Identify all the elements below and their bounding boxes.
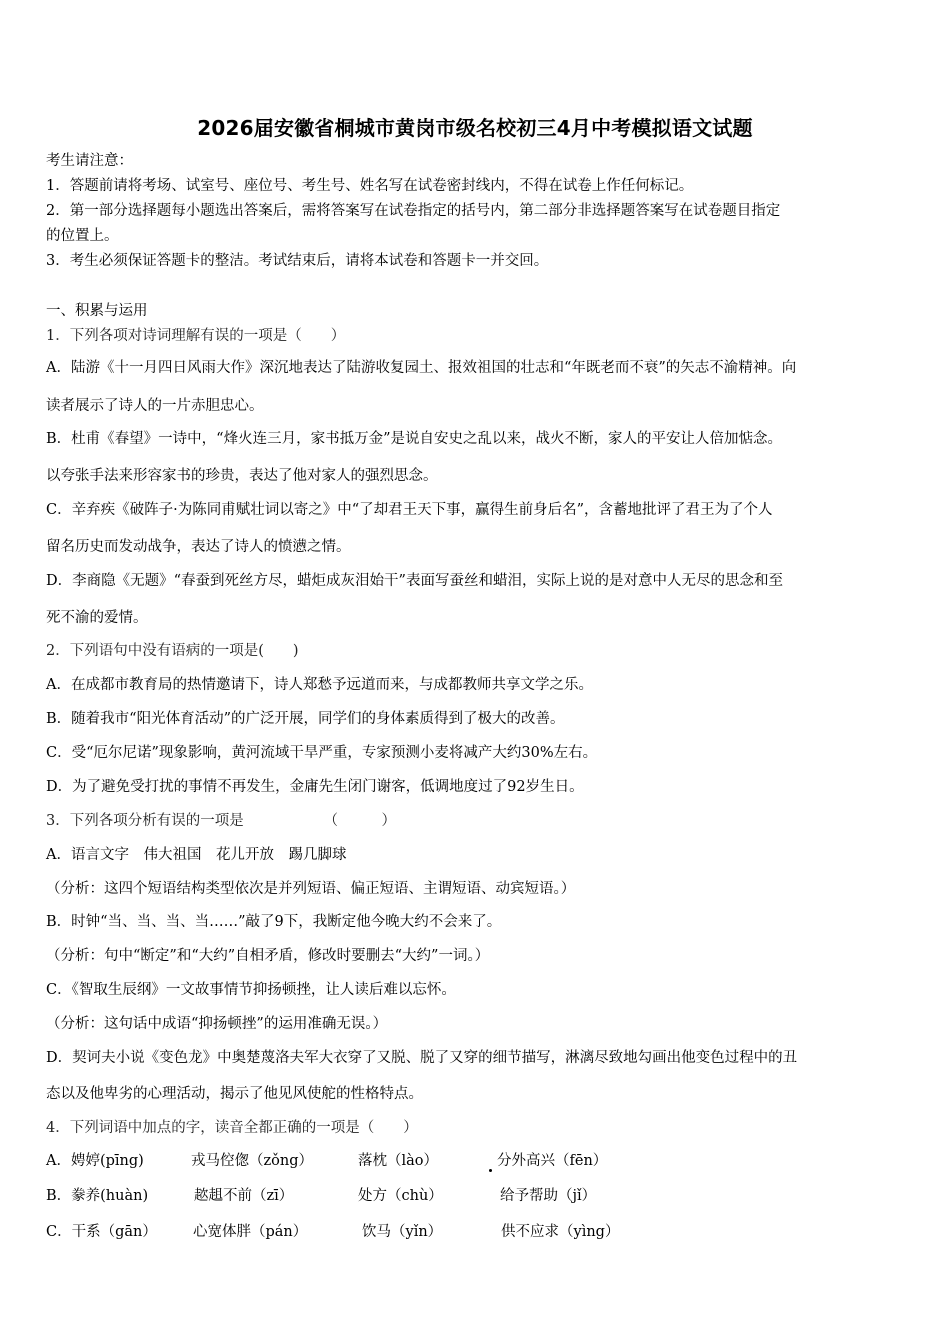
q2-option-a: A．在成都市教育局的热情邀请下，诗人郑愁予远道而来，与成都教师共享文学之乐。 bbox=[46, 677, 593, 693]
q2-option-d: D．为了避免受打扰的事情不再发生，金庸先生闭门谢客，低调地度过了92岁生日。 bbox=[46, 779, 584, 795]
q4-c-word-3: 饮马（yǐn） bbox=[362, 1224, 443, 1240]
q4-a-word-2: 戎马倥偬（zǒng） bbox=[191, 1153, 313, 1169]
q4-b-word-1: B．豢养(huàn) bbox=[46, 1188, 149, 1204]
question-stem-1: 1．下列各项对诗词理解有误的一项是（ ） bbox=[46, 328, 346, 344]
q3-option-b: B．时钟“当、当、当、当……”敲了9下，我断定他今晚大约不会来了。 bbox=[46, 914, 502, 930]
q3-option-b-analysis: （分析：句中“断定”和“大约”自相矛盾，修改时要删去“大约”一词。） bbox=[46, 948, 490, 964]
q1-option-a: A．陆游《十一月四日风雨大作》深沉地表达了陆游收复园土、报效祖国的壮志和“年既老而不衰”的矢志不渝精神。向 bbox=[46, 360, 797, 376]
q2-option-b: B．随着我市“阳光体育活动”的广泛开展，同学们的身体素质得到了极大的改善。 bbox=[46, 711, 565, 727]
q4-c-word-2: 心宽体胖（pán） bbox=[193, 1224, 308, 1240]
notice-item: 的位置上。 bbox=[46, 228, 119, 244]
notice-item: 3．考生必须保证答题卡的整洁。考试结束后，请将本试卷和答题卡一并交回。 bbox=[46, 253, 549, 269]
q4-a-word-1: A．娉婷(pīng) bbox=[46, 1153, 144, 1169]
question-stem-4: 4．下列词语中加点的字，读音全都正确的一项是（ ） bbox=[46, 1120, 418, 1136]
q4-c-word-4: 供不应求（yìng） bbox=[501, 1224, 620, 1240]
page-title: 2026届安徽省桐城市黄岗市级名校初三4月中考模拟语文试题 bbox=[197, 116, 753, 140]
q4-a-word-3: 落枕（lào） bbox=[358, 1153, 439, 1169]
q3-option-c-analysis: （分析：这句话中成语“抑扬顿挫”的运用准确无误。） bbox=[46, 1016, 388, 1032]
q1-option-c: C．辛弃疾《破阵子·为陈同甫赋壮词以寄之》中“了却君王天下事，赢得生前身后名”，含蓄地批评了君王为了个人 bbox=[46, 502, 773, 518]
q4-options bbox=[46, 1152, 908, 1252]
q3-option-c: C．《智取生辰纲》一文故事情节抑扬顿挫，让人读后难以忘怀。 bbox=[46, 982, 456, 998]
section-heading: 一、积累与运用 bbox=[46, 303, 148, 319]
notice-item: 2．第一部分选择题每小题选出答案后，需将答案写在试卷指定的括号内，第二部分非选择题答案写在试卷题目指定 bbox=[46, 203, 781, 219]
emphasis-dot bbox=[489, 1169, 492, 1172]
q1-option-b-cont: 以夸张手法来形容家书的珍贵，表达了他对家人的强烈思念。 bbox=[46, 468, 438, 484]
q4-b-word-2: 趑趄不前（zī） bbox=[194, 1188, 294, 1204]
q4-a-word-4: 分外高兴（fēn） bbox=[497, 1153, 608, 1169]
q1-option-c-cont: 留名历史而发动战争，表达了诗人的愤懑之情。 bbox=[46, 539, 351, 555]
q3-option-a: A．语言文字 伟大祖国 花儿开放 踢几脚球 bbox=[46, 847, 347, 863]
question-stem-3: 3．下列各项分析有误的一项是 （ ） bbox=[46, 813, 396, 829]
q4-b-word-4: 给予帮助（jǐ） bbox=[500, 1188, 597, 1204]
question-stem-2: 2．下列语句中没有语病的一项是( ) bbox=[46, 643, 299, 659]
q2-option-c: C．受“厄尔尼诺”现象影响，黄河流域干旱严重，专家预测小麦将减产大约30%左右。 bbox=[46, 745, 598, 761]
q3-option-d-cont: 态以及他卑劣的心理活动，揭示了他见风使舵的性格特点。 bbox=[46, 1086, 423, 1102]
q1-option-a-cont: 读者展示了诗人的一片赤胆忠心。 bbox=[46, 398, 264, 414]
notice-heading: 考生请注意： bbox=[46, 153, 133, 169]
q1-option-d: D．李商隐《无题》“春蚕到死丝方尽，蜡炬成灰泪始干”表面写蚕丝和蜡泪，实际上说的是对意中人无尽的思念和至 bbox=[46, 573, 783, 589]
q3-option-d: D．契诃夫小说《变色龙》中奥楚蔑洛夫军大衣穿了又脱、脱了又穿的细节描写，淋漓尽致地勾画出他变色过程中的丑 bbox=[46, 1050, 798, 1066]
q4-b-word-3: 处方（chù） bbox=[358, 1188, 443, 1204]
q4-c-word-1: C．干系（gān） bbox=[46, 1224, 157, 1240]
q3-option-a-analysis: （分析：这四个短语结构类型依次是并列短语、偏正短语、主谓短语、动宾短语。） bbox=[46, 881, 576, 897]
q1-option-b: B．杜甫《春望》一诗中，“烽火连三月，家书抵万金”是说自安史之乱以来，战火不断，家人的平安让人倍加惦念。 bbox=[46, 431, 782, 447]
notice-item: 1．答题前请将考场、试室号、座位号、考生号、姓名写在试卷密封线内，不得在试卷上作任何标记。 bbox=[46, 178, 694, 194]
q1-option-d-cont: 死不渝的爱情。 bbox=[46, 610, 148, 626]
